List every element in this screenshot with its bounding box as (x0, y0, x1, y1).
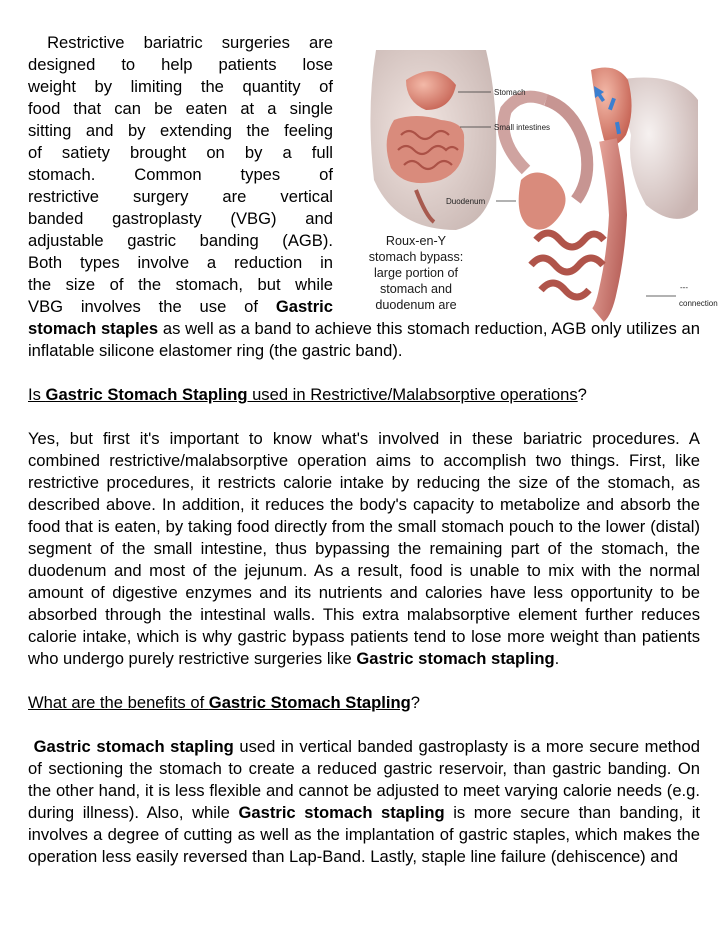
bypass-diagram (504, 68, 699, 315)
intro-line: VBG involves the use of (28, 297, 276, 316)
label-connection: connection (679, 299, 718, 308)
document-page (28, 32, 718, 890)
label-connection-top: --- (680, 283, 688, 292)
intro-line: banded gastroplasty (VBG) and (28, 209, 333, 228)
caption-line: duodenum are (375, 298, 457, 312)
label-small-intestines: Small intestines (494, 123, 551, 132)
answer-paragraph (28, 428, 700, 670)
bold-term: Gastric stomach stapling (33, 737, 234, 756)
bold-term: Gastric Stomach Stapling (208, 693, 411, 712)
caption-line: stomach bypass: (368, 250, 464, 264)
intro-line: restrictive surgery are vertical (28, 187, 333, 206)
intro-line: food that can be eaten at a single (28, 99, 333, 118)
label-stomach: Stomach (494, 88, 526, 97)
anatomy-figure (346, 40, 718, 315)
question-mark: ? (410, 693, 420, 712)
caption-line: Roux-en-Y (385, 234, 447, 248)
question-text: used in Restrictive/Malabsorptive operations (247, 385, 578, 404)
label-duodenum: Duodenum (446, 197, 486, 206)
question-mark: ? (577, 385, 587, 404)
intro-line-last (28, 296, 333, 318)
bold-term: Gastric Stomach Stapling (45, 385, 248, 404)
intro-line: designed to help patients lose (28, 55, 333, 74)
question-text: What are the benefits of (28, 693, 209, 712)
body-text: Yes, but first it's important to know what's involved in these bariatric procedures. A combined restrictive/malabsorptive operation aims to accomplish two things. First, like restrictive procedures, it restricts calorie intake by reducing the size of the stomach, as described above. In addition, it reduces the body's capacity to metabolize and absorb the food that is eaten, by taking food directly from the small stomach pouch to the lower (distal) segment of the small intestine, thus bypassing the remaining part of the stomach, the duodenum and most of the jejunum. As a result, food is unable to mix with the normal amount of digestive enzymes and its nutrients and calories have less opportunity to be absorbed through the intestinal walls. This extra malabsorptive element further reduces calorie intake, which is why gastric bypass patients tend to lose more weight than patients who undergo purely restrictive surgeries like (28, 429, 700, 668)
caption-line: large portion of (373, 266, 459, 280)
body-text: is more secure than banding, it involves a degree of cutting as well as the implantation of gastric staples, which makes the operation less easily reversed than Lap-Band. Lastly, staple line failure (dehiscence) and (28, 803, 700, 866)
intro-line: Both types involve a reduction in (28, 253, 333, 272)
intro-line: the size of the stomach, but while (28, 275, 333, 294)
bold-term: Gastric stomach stapling (238, 803, 445, 822)
question-link-text (28, 385, 578, 404)
benefits-paragraph (28, 736, 700, 868)
bold-term: stomach staples (28, 319, 159, 338)
intro-line: adjustable gastric banding (AGB). (28, 231, 333, 250)
intro-continuation (28, 318, 700, 362)
intro-line: weight by limiting the quantity of (28, 77, 333, 96)
intro-paragraph (28, 32, 333, 318)
intro-line: Restrictive bariatric surgeries are (28, 33, 333, 52)
bold-term: Gastric (275, 297, 333, 316)
body-text: used in vertical banded gastroplasty is a more secure method of sectioning the stomach to create a reduced gastric reservoir, than gastric banding. On the other hand, it is less flexible and cannot be adjusted to meet varying calorie needs (e.g. during illness). Also, while (28, 737, 700, 822)
intro-line: of satiety brought on by a full (28, 143, 333, 162)
body-text: as well as a band to achieve this stomach reduction, AGB only utilizes an inflatable silicone elastomer ring (the gastric band). (28, 319, 700, 360)
intro-line: sitting and by extending the feeling (28, 121, 333, 140)
intro-line: stomach. Common types of (28, 165, 333, 184)
bold-term: Gastric stomach stapling (356, 649, 555, 668)
period: . (554, 649, 560, 668)
stomach-bypass-illustration (346, 40, 718, 315)
question-text: Is (28, 385, 46, 404)
question-heading-2 (28, 692, 700, 714)
question-link-text (28, 693, 411, 712)
caption-line: stomach and (379, 282, 453, 296)
question-heading-1 (28, 384, 700, 406)
